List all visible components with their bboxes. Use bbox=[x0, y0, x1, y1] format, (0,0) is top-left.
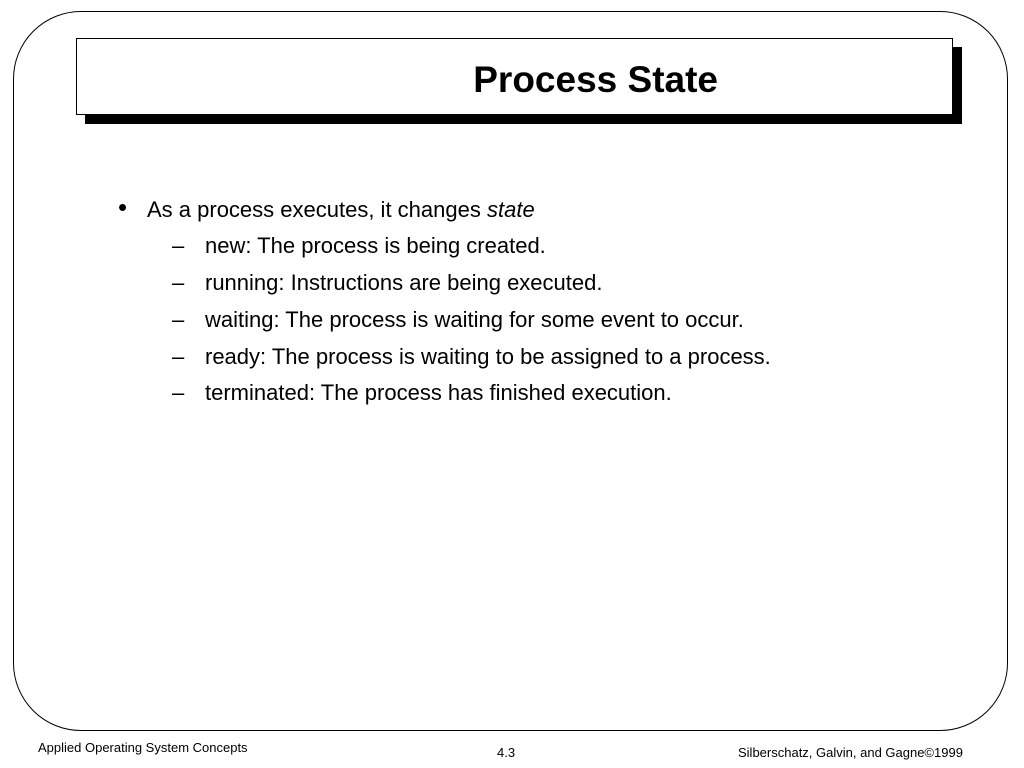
sub-bullet-text: waiting: The process is waiting for some event to occur. bbox=[205, 307, 744, 332]
sub-bullet-text: new: The process is being created. bbox=[205, 233, 546, 258]
sub-bullet-text: running: Instructions are being executed. bbox=[205, 270, 603, 295]
main-bullet-statement: As a process executes, it changes bbox=[147, 197, 481, 222]
footer-course-title: Applied Operating System Concepts bbox=[38, 740, 248, 755]
footer-copyright: Silberschatz, Galvin, and Gagne©1999 bbox=[738, 745, 963, 760]
main-bullet-text bbox=[147, 197, 535, 223]
slide-title: Process State bbox=[473, 59, 718, 100]
main-bullet-emphasis: state bbox=[486, 197, 535, 222]
bullet-marker: • bbox=[118, 192, 128, 222]
footer-page-number: 4.3 bbox=[497, 745, 516, 760]
sub-bullet-dash: – bbox=[172, 307, 185, 332]
sub-bullet-dash: – bbox=[172, 344, 185, 369]
sub-bullet-text: terminated: The process has finished execution. bbox=[205, 380, 672, 405]
sub-bullet-dash: – bbox=[172, 270, 185, 295]
sub-bullet-dash: – bbox=[172, 233, 185, 258]
sub-bullet-text: ready: The process is waiting to be assigned to a process. bbox=[205, 344, 771, 369]
sub-bullet-dash: – bbox=[172, 380, 185, 405]
